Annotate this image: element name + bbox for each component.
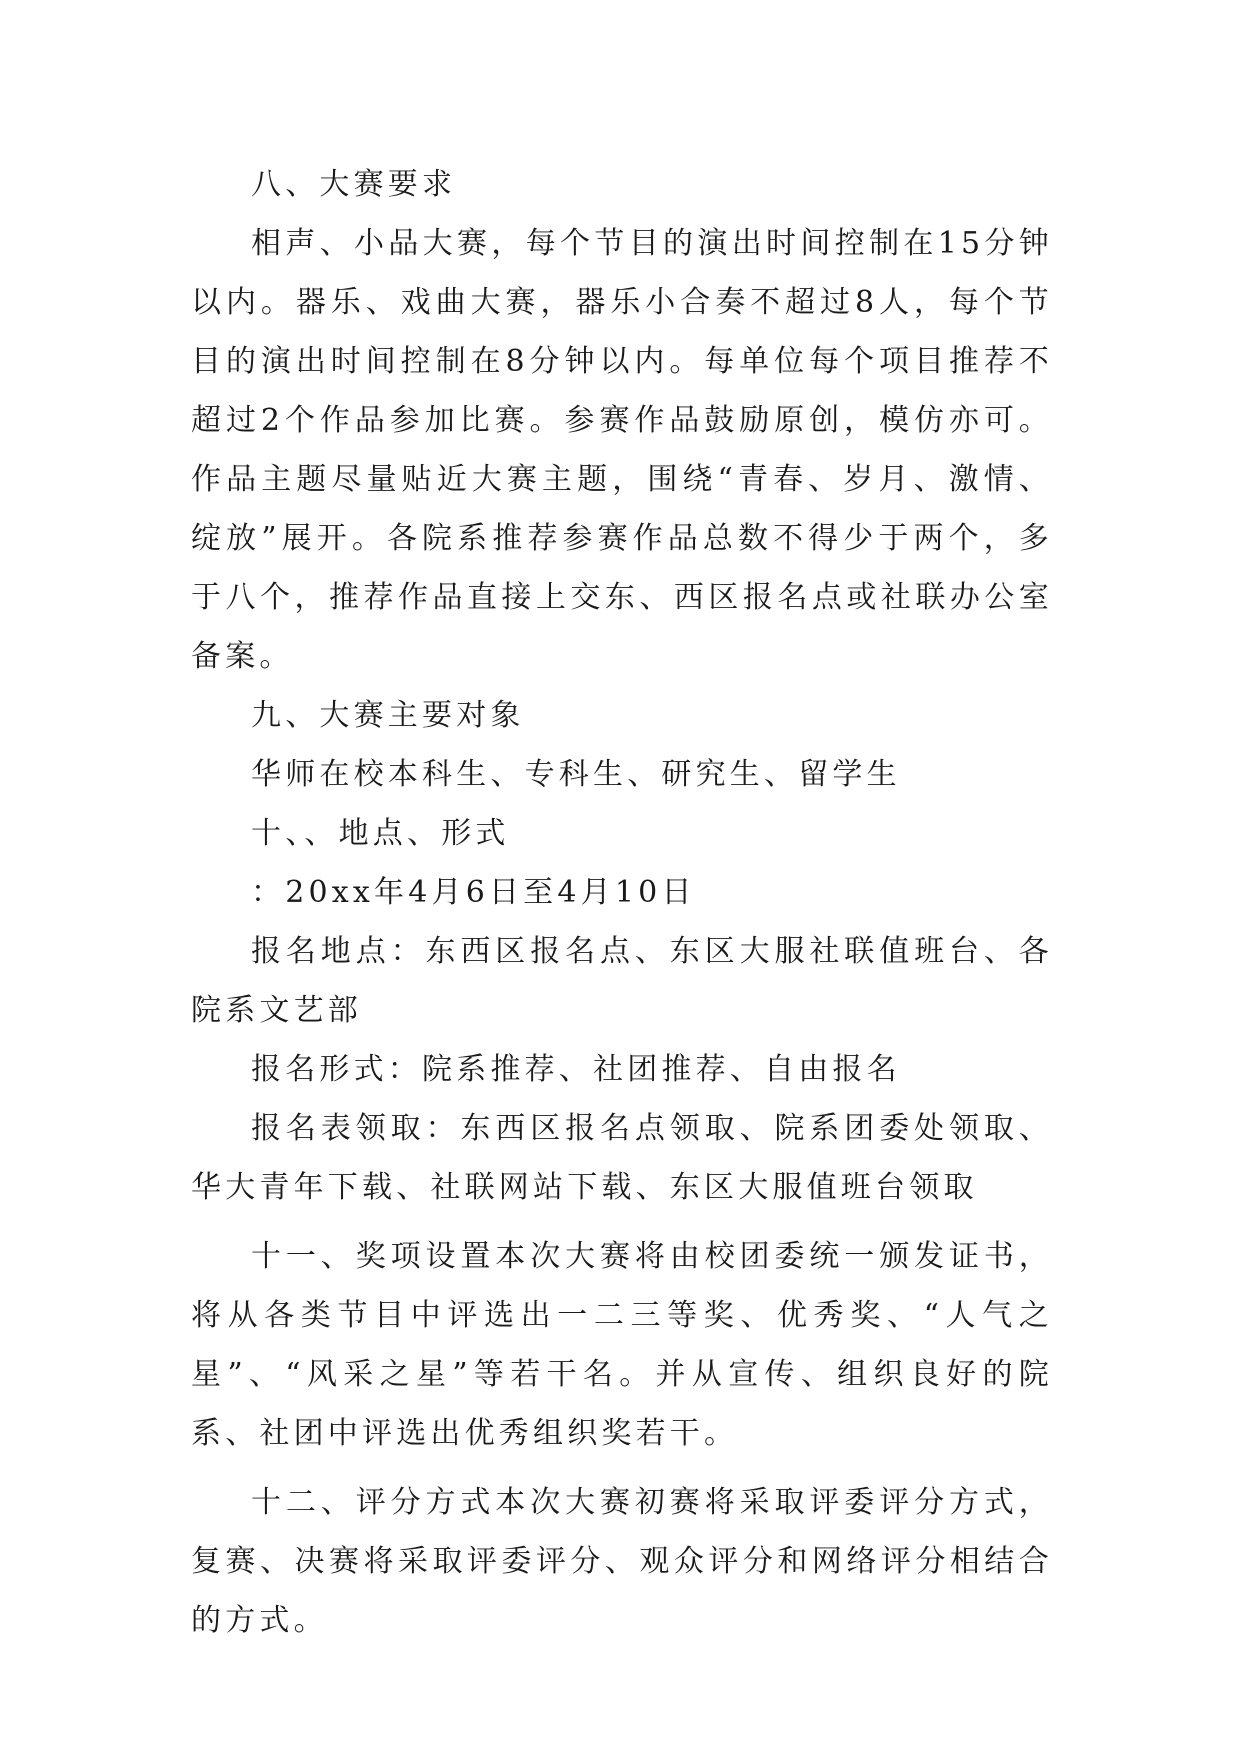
paragraph-scoring: 十二、评分方式本次大赛初赛将采取评委评分方式，复赛、决赛将采取评委评分、观众评分和网络评分相结合的方式。 <box>191 1485 1053 1638</box>
document-body <box>191 155 1053 1650</box>
heading-requirements: 八、大赛要求 <box>251 167 457 202</box>
paragraph-registration-form: 报名表领取：东西区报名点领取、院系团委处领取、华大青年下载、社联网站下载、东区大服值班台领取 <box>191 1111 1053 1205</box>
paragraph-awards: 十一、奖项设置本次大赛将由校团委统一颁发证书，将从各类节目中评选出一二三等奖、优秀奖、“人气之星”、“风采之星”等若干名。并从宣传、组织良好的院系、社团中评选出优秀组织奖若干。 <box>191 1239 1053 1451</box>
paragraph-registration-format: 报名形式：院系推荐、社团推荐、自由报名 <box>251 1052 901 1087</box>
paragraph-requirements: 相声、小品大赛，每个节目的演出时间控制在15分钟以内。器乐、戏曲大赛，器乐小合奏不超过8人，每个节目的演出时间控制在8分钟以内。每单位每个项目推荐不超过2个作品参加比赛。参赛作品鼓励原创，模仿亦可。作品主题尽量贴近大赛主题，围绕“青春、岁月、激情、绽放”展开。各院系推荐参赛作品总数不得少于两个，多于八个，推荐作品直接上交东、西区报名点或社联办公室备案。 <box>191 226 1053 674</box>
heading-location-format: 十、、地点、形式 <box>251 816 510 851</box>
paragraph-registration-location: 报名地点：东西区报名点、东区大服社联值班台、各院系文艺部 <box>191 934 1053 1028</box>
paragraph-dates: ：20xx年4月6日至4月10日 <box>251 875 696 910</box>
paragraph-target-audience: 华师在校本科生、专科生、研究生、留学生 <box>251 757 901 792</box>
heading-target-audience: 九、大赛主要对象 <box>251 698 525 733</box>
